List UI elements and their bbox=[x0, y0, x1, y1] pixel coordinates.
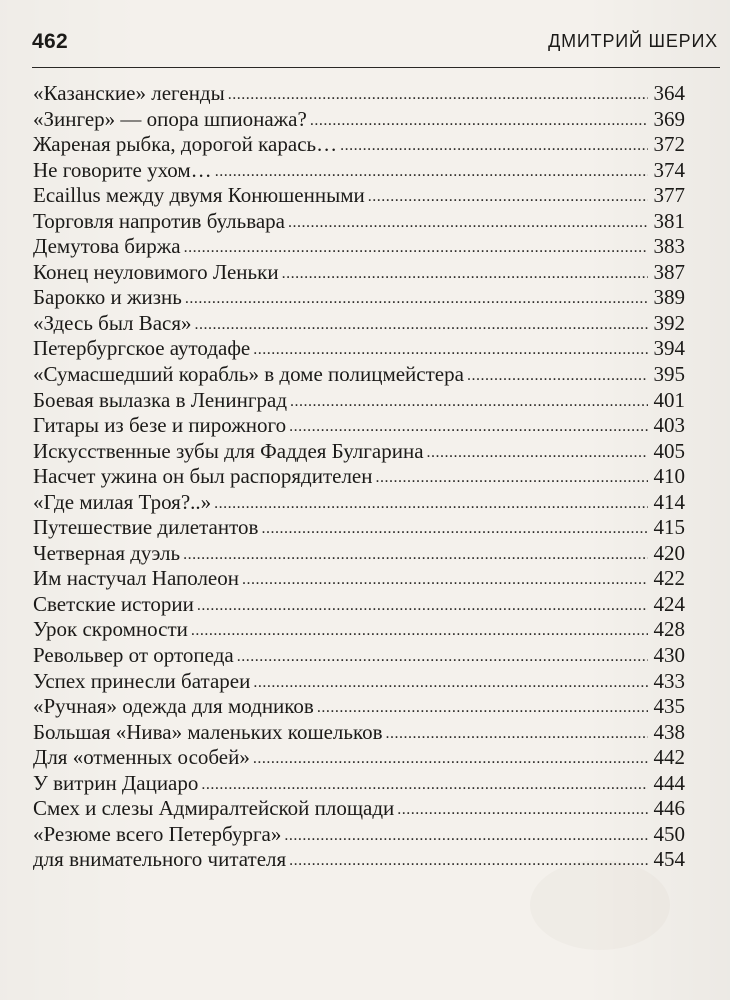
toc-entry-page: 446 bbox=[653, 796, 685, 821]
toc-leader-dots bbox=[228, 82, 648, 108]
toc-leader-dots bbox=[195, 312, 648, 338]
toc-entry bbox=[33, 541, 685, 567]
toc-leader-dots bbox=[317, 695, 648, 721]
toc-entry bbox=[33, 669, 685, 695]
toc-entry bbox=[33, 336, 685, 362]
toc-entry-page: 372 bbox=[653, 132, 685, 157]
toc-entry-title: «Сумасшедший корабль» в доме полицмейстера bbox=[33, 362, 464, 387]
toc-entry-page: 377 bbox=[653, 183, 685, 208]
running-title: ДМИТРИЙ ШЕРИХ bbox=[548, 31, 718, 51]
toc-leader-dots bbox=[289, 848, 648, 874]
toc-entry-page: 364 bbox=[653, 81, 685, 105]
toc-leader-dots bbox=[253, 670, 648, 696]
toc-entry-title: Им настучал Наполеон bbox=[33, 566, 239, 591]
toc-entry-title: Боевая вылазка в Ленинград bbox=[33, 387, 287, 412]
toc-entry bbox=[33, 720, 685, 746]
toc-entry-title: Светские истории bbox=[33, 591, 194, 616]
toc-entry bbox=[33, 490, 685, 516]
toc-entry-page: 403 bbox=[653, 413, 685, 438]
toc-entry bbox=[33, 107, 685, 133]
toc-leader-dots bbox=[288, 210, 648, 236]
toc-entry bbox=[33, 745, 685, 771]
toc-leader-dots bbox=[261, 516, 648, 542]
toc-entry bbox=[33, 464, 685, 490]
toc-entry-page: 401 bbox=[653, 387, 685, 412]
toc-leader-dots bbox=[197, 593, 648, 619]
page-header bbox=[32, 30, 718, 64]
toc-entry-title: Путешествие дилетантов bbox=[33, 515, 259, 540]
toc-entry-page: 392 bbox=[653, 310, 685, 335]
toc-entry-page: 414 bbox=[653, 489, 685, 514]
toc-entry bbox=[33, 209, 685, 235]
toc-entry bbox=[33, 158, 685, 184]
toc-leader-dots bbox=[242, 567, 648, 593]
toc-leader-dots bbox=[184, 235, 648, 261]
toc-entry-page: 428 bbox=[653, 617, 685, 642]
toc-entry-page: 394 bbox=[653, 336, 685, 361]
toc-entry-title: Урок скромности bbox=[33, 617, 188, 642]
toc-entry-page: 395 bbox=[653, 362, 685, 387]
toc-entry-page: 381 bbox=[653, 208, 685, 233]
toc-leader-dots bbox=[185, 286, 648, 312]
toc-entry-title: Для «отменных особей» bbox=[33, 745, 250, 770]
toc-leader-dots bbox=[310, 108, 648, 134]
toc-entry bbox=[33, 311, 685, 337]
toc-entry-page: 389 bbox=[653, 285, 685, 310]
toc-leader-dots bbox=[282, 261, 648, 287]
toc-entry-page: 415 bbox=[653, 515, 685, 540]
toc-entry-page: 422 bbox=[653, 566, 685, 591]
toc-leader-dots bbox=[237, 644, 648, 670]
toc-leader-dots bbox=[215, 159, 648, 185]
toc-entry-page: 433 bbox=[653, 668, 685, 693]
toc-entry-page: 450 bbox=[653, 821, 685, 846]
toc-entry-page: 438 bbox=[653, 719, 685, 744]
toc-entry bbox=[33, 132, 685, 158]
toc-leader-dots bbox=[201, 772, 648, 798]
toc-entry-page: 424 bbox=[653, 591, 685, 616]
toc-leader-dots bbox=[290, 389, 648, 415]
toc-leader-dots bbox=[191, 618, 648, 644]
toc-entry bbox=[33, 260, 685, 286]
toc-entry bbox=[33, 362, 685, 388]
toc-entry-page: 374 bbox=[653, 157, 685, 182]
toc-entry-title: Гитары из безе и пирожного bbox=[33, 413, 287, 438]
toc-entry-title: Ecaillus между двумя Конюшенными bbox=[33, 183, 365, 208]
toc-entry-title: Искусственные зубы для Фаддея Булгарина bbox=[33, 438, 424, 463]
toc-leader-dots bbox=[289, 414, 648, 440]
table-of-contents bbox=[33, 81, 685, 873]
toc-entry-page: 420 bbox=[653, 540, 685, 565]
toc-entry bbox=[33, 643, 685, 669]
toc-leader-dots bbox=[368, 184, 648, 210]
toc-entry-title: для внимательного читателя bbox=[33, 847, 287, 872]
toc-entry-title: «Здесь был Вася» bbox=[33, 310, 192, 335]
toc-entry bbox=[33, 413, 685, 439]
header-rule bbox=[32, 67, 720, 68]
toc-entry-title: Не говорите ухом… bbox=[33, 157, 212, 182]
toc-entry-title: Четверная дуэль bbox=[33, 540, 181, 565]
toc-entry-title: «Казанские» легенды bbox=[33, 81, 225, 105]
toc-entry-page: 369 bbox=[653, 106, 685, 131]
toc-entry-title: Успех принесли батареи bbox=[33, 668, 251, 693]
toc-entry-title: «Зингер» — опора шпионажа? bbox=[33, 106, 307, 131]
toc-entry-title: «Ручная» одежда для модников bbox=[33, 694, 314, 719]
toc-entry-page: 387 bbox=[653, 259, 685, 284]
toc-entry bbox=[33, 592, 685, 618]
toc-entry bbox=[33, 822, 685, 848]
toc-entry-title: «Резюме всего Петербурга» bbox=[33, 821, 282, 846]
toc-entry-page: 410 bbox=[653, 464, 685, 489]
toc-entry-title: Торговля напротив бульвара bbox=[33, 208, 285, 233]
toc-leader-dots bbox=[386, 721, 648, 747]
toc-entry-page: 454 bbox=[653, 847, 685, 872]
toc-entry-page: 435 bbox=[653, 694, 685, 719]
toc-entry bbox=[33, 566, 685, 592]
toc-leader-dots bbox=[427, 440, 648, 466]
toc-entry bbox=[33, 183, 685, 209]
toc-leader-dots bbox=[183, 542, 648, 568]
toc-entry bbox=[33, 771, 685, 797]
toc-leader-dots bbox=[253, 746, 648, 772]
toc-entry bbox=[33, 796, 685, 822]
toc-entry-title: Большая «Нива» маленьких кошельков bbox=[33, 719, 383, 744]
toc-leader-dots bbox=[214, 491, 648, 517]
toc-leader-dots bbox=[253, 337, 648, 363]
toc-entry-page: 444 bbox=[653, 770, 685, 795]
toc-leader-dots bbox=[376, 465, 649, 491]
toc-entry-title: Барокко и жизнь bbox=[33, 285, 182, 310]
toc-entry-page: 383 bbox=[653, 234, 685, 259]
toc-entry-title: Конец неуловимого Леньки bbox=[33, 259, 279, 284]
toc-entry bbox=[33, 285, 685, 311]
toc-entry-title: Жареная рыбка, дорогой карась… bbox=[33, 132, 338, 157]
toc-leader-dots bbox=[340, 133, 648, 159]
toc-entry-title: Револьвер от ортопеда bbox=[33, 643, 234, 668]
toc-entry bbox=[33, 694, 685, 720]
toc-entry-page: 405 bbox=[653, 438, 685, 463]
toc-entry bbox=[33, 847, 685, 873]
toc-entry-title: Насчет ужина он был распорядителен bbox=[33, 464, 373, 489]
toc-leader-dots bbox=[284, 823, 648, 849]
page-number: 462 bbox=[32, 30, 68, 53]
toc-entry-page: 430 bbox=[653, 643, 685, 668]
toc-leader-dots bbox=[397, 797, 648, 823]
toc-entry-title: У витрин Дациаро bbox=[33, 770, 199, 795]
toc-entry bbox=[33, 388, 685, 414]
toc-entry bbox=[33, 234, 685, 260]
toc-entry bbox=[33, 515, 685, 541]
toc-leader-dots bbox=[467, 363, 648, 389]
toc-entry bbox=[33, 439, 685, 465]
toc-entry-page: 442 bbox=[653, 745, 685, 770]
toc-entry bbox=[33, 617, 685, 643]
toc-entry-title: Петербургское аутодафе bbox=[33, 336, 251, 361]
toc-entry bbox=[33, 81, 685, 107]
toc-entry-title: «Где милая Троя?..» bbox=[33, 489, 212, 514]
toc-entry-title: Демутова биржа bbox=[33, 234, 181, 259]
toc-entry-title: Смех и слезы Адмиралтейской площади bbox=[33, 796, 395, 821]
